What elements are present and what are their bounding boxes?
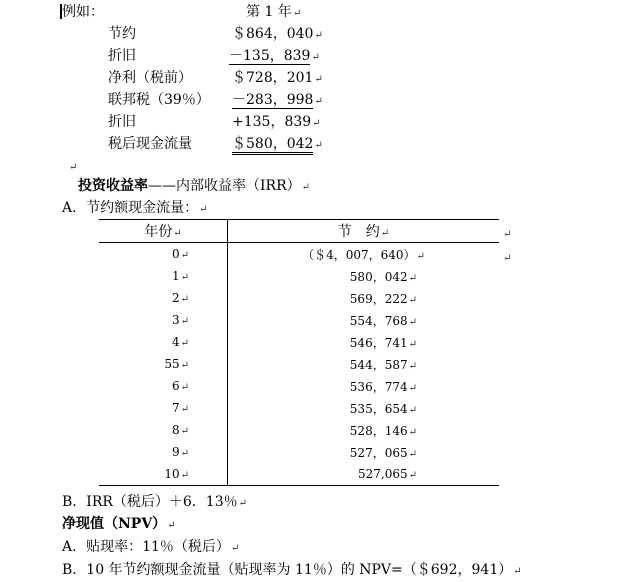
- row-label-depreciation: 折旧: [108, 48, 136, 64]
- table-header-row: [99, 220, 499, 243]
- table-row: 9↵ 527，065↵: [99, 441, 499, 463]
- npv-heading: 净现值（NPV）↵: [62, 516, 176, 532]
- table-row: 7↵ 535，654↵: [99, 397, 499, 419]
- npv-item-b: B．10 年节约额现金流量（贴现率为 11％）的 NPV=（＄692，941）↵: [62, 562, 522, 578]
- table-row: 2↵ 569，222↵: [99, 287, 499, 309]
- empty-paragraph: ↵: [69, 162, 78, 173]
- header-year: 年份↵: [99, 220, 228, 243]
- row-label-federal-tax: 联邦税（39％）: [108, 92, 210, 108]
- table-row: 6↵ 536，774↵: [99, 375, 499, 397]
- header-savings: 节 约↵: [228, 220, 500, 243]
- irr-heading: 投资收益率——内部收益率（IRR）↵: [78, 178, 311, 194]
- year-header: 第 1 年↵: [246, 4, 302, 20]
- row-value-federal-tax: －283，998↵: [232, 92, 323, 108]
- table-row: 10↵ 527,065↵: [99, 463, 499, 486]
- row-value-pretax: ＄728，201↵: [232, 70, 323, 86]
- table-row: 55↵ 544，587↵: [99, 353, 499, 375]
- table-row-end-mark: ↵: [503, 229, 512, 240]
- irr-result: B．IRR（税后）＋6．13％↵: [62, 494, 248, 510]
- table-row: 8↵ 528，146↵: [99, 419, 499, 441]
- row-label-pretax: 净利（税前）: [108, 70, 192, 86]
- savings-cashflow-table: [99, 219, 499, 486]
- table-row: 0↵ （＄4，007，640）↵: [99, 243, 499, 266]
- npv-item-a: A．贴现率：11％（税后）↵: [62, 539, 240, 555]
- row-value-aftertax: ＄580，042↵: [232, 136, 323, 154]
- row-label-savings: 节约: [108, 26, 136, 42]
- irr-item-a: A．节约额现金流量：↵: [62, 200, 208, 216]
- row-value-savings: ＄864，040↵: [232, 26, 323, 42]
- table-row: 1↵ 580，042↵: [99, 265, 499, 287]
- table-row: 3↵ 554，768↵: [99, 309, 499, 331]
- table-row-end-mark: ↵: [503, 253, 512, 264]
- row-label-aftertax: 税后现金流量: [108, 136, 192, 152]
- row-value-depreciation: －135，839↵: [229, 48, 320, 64]
- table-row: 4↵ 546，741↵: [99, 331, 499, 353]
- example-label: 例如：: [62, 4, 104, 20]
- row-value-depreciation-add: +135，839↵: [232, 114, 321, 130]
- row-label-depreciation-add: 折旧: [108, 114, 136, 130]
